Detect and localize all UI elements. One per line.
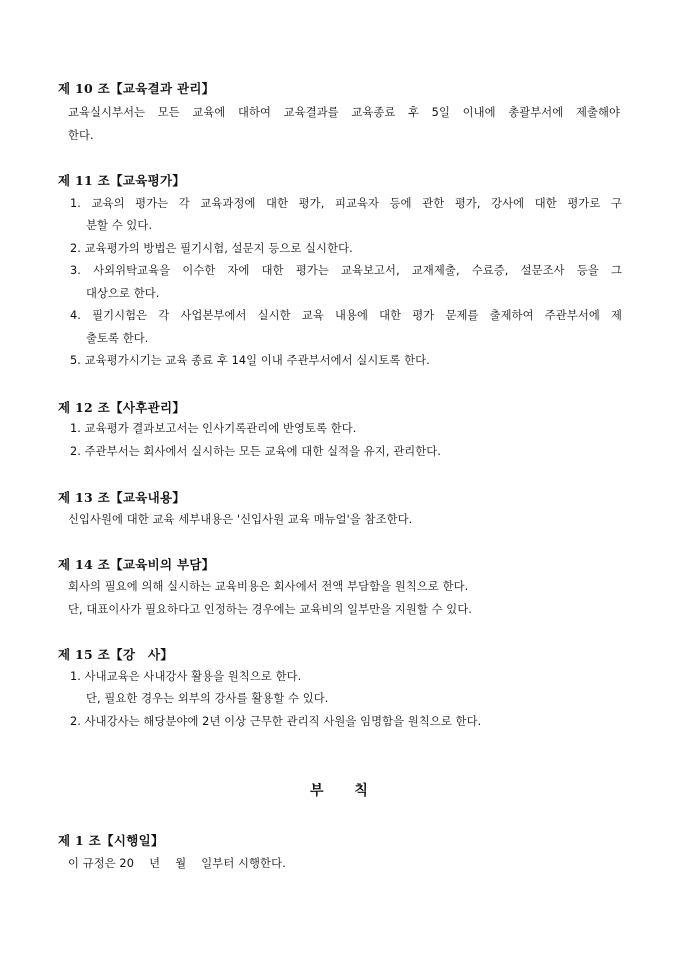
article-12-item-2: 2. 주관부서는 회사에서 실시하는 모든 교육에 대한 실적을 유지, 관리한다. [70,445,441,458]
article-12-heading: 제 12 조【사후관리】 [58,400,186,415]
article-11-item-4-cont: 출토록 한다. [86,332,149,345]
article-15-item-1-cont: 단, 필요한 경우는 외부의 강사를 활용할 수 있다. [86,692,329,705]
article-15-heading: 제 15 조【강 사】 [58,647,174,662]
article-14-line-1: 회사의 필요에 의해 실시하는 교육비용은 회사에서 전액 부담함을 원칙으로 한다. [68,580,469,593]
article-15-item-1: 1. 사내교육은 사내강사 활용을 원칙으로 한다. [70,670,302,683]
article-12-item-1: 1. 교육평가 결과보고서는 인사기록관리에 반영토록 한다. [70,422,357,435]
article-14-heading: 제 14 조【교육비의 부담】 [58,557,215,572]
supplementary-title: 부 칙 [310,783,370,799]
article-11-item-1-cont: 분할 수 있다. [86,219,153,232]
supplementary-article-1-heading: 제 1 조【시행일】 [58,833,164,848]
article-11-item-4: 4. 필기시험은 각 사업본부에서 실시한 교육 내용에 대한 평가 문제를 출제하여 주관부서에 제 [70,309,622,322]
article-11-heading: 제 11 조【교육평가】 [58,173,186,188]
article-11-item-2: 2. 교육평가의 방법은 필기시험, 설문지 등으로 실시한다. [70,242,353,255]
article-14-line-2: 단, 대표이사가 필요하다고 인정하는 경우에는 교육비의 일부만을 지원할 수 있다. [68,603,473,616]
article-15-item-2: 2. 사내강사는 해당분야에 2년 이상 근무한 관리직 사원을 임명함을 원칙으로 한다. [70,715,482,728]
article-11-item-1: 1. 교육의 평가는 각 교육과정에 대한 평가, 피교육자 등에 관한 평가, 강사에 대한 평가로 구 [70,197,622,210]
article-11-item-3-cont: 대상으로 한다. [86,287,160,300]
article-10-line-1: 교육실시부서는 모든 교육에 대하여 교육결과를 교육종료 후 5일 이내에 총괄부서에 제출해야 [68,106,620,119]
article-13-heading: 제 13 조【교육내용】 [58,490,186,505]
article-13-line-1: 신입사원에 대한 교육 세부내용은 '신입사원 교육 매뉴얼'을 참조한다. [68,513,413,526]
article-11-item-3: 3. 사외위탁교육을 이수한 자에 대한 평가는 교육보고서, 교재제출, 수료증, 설문조사 등을 그 [70,264,622,277]
article-10-heading: 제 10 조【교육결과 관리】 [58,81,215,96]
supplementary-article-1-line-1: 이 규정은 20 년 월 일부터 시행한다. [68,857,286,870]
article-10-line-2: 한다. [68,129,94,142]
article-11-item-5: 5. 교육평가시기는 교육 종료 후 14일 이내 주관부서에서 실시토록 한다. [70,354,430,367]
